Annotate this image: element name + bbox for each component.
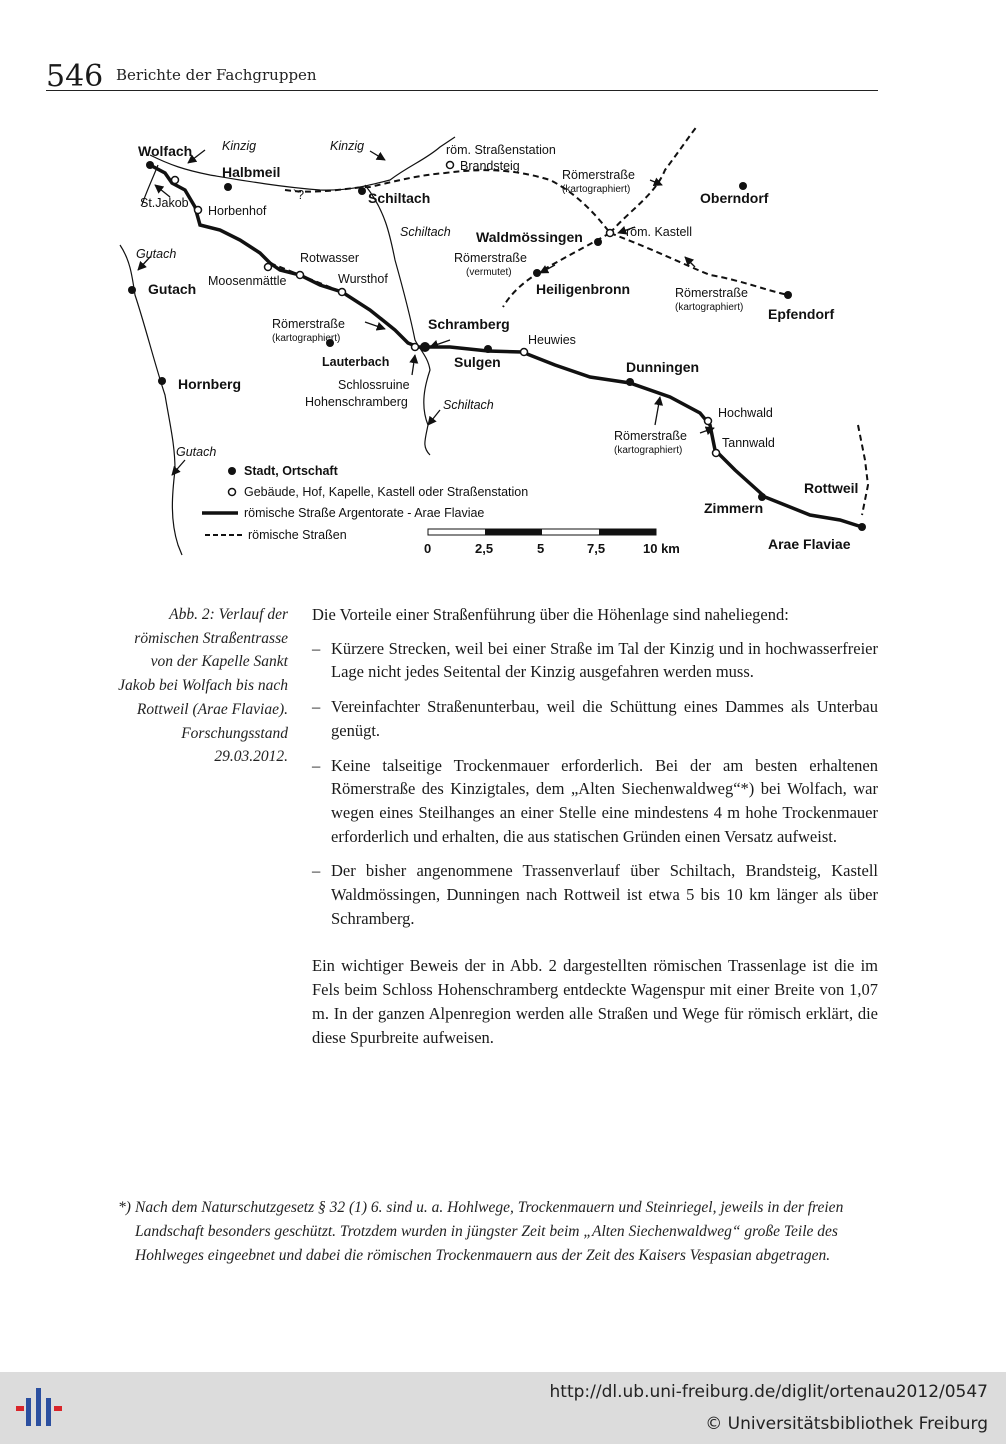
- list-dash: –: [312, 638, 321, 658]
- road-label: Römerstraße: [614, 429, 687, 443]
- town-label: Heiligenbronn: [536, 281, 631, 297]
- footnote: [118, 1196, 858, 1268]
- site-label: Wursthof: [338, 272, 388, 286]
- town-label: Gutach: [148, 281, 197, 297]
- site-label: Moosenmättle: [208, 274, 287, 288]
- river-label: Kinzig: [330, 139, 365, 153]
- running-head: Berichte der Fachgruppen: [116, 66, 317, 84]
- road-label: `?: [293, 188, 305, 202]
- copyright-text: © Universitätsbibliothek Freiburg: [705, 1414, 988, 1434]
- road-label: (vermutet): [466, 267, 512, 278]
- site-label: Hochwald: [718, 406, 773, 420]
- site-label: Schlossruine: [338, 378, 410, 392]
- road-label: (kartographiert): [614, 445, 683, 456]
- list-item-text: Der bisher angenommene Trassenverlauf über Schiltach, Brandsteig, Kastell Waldmössingen, Dunningen nach Rottweil ist etwa 5 bis 10 km länger als über Schramberg.: [331, 861, 878, 928]
- town-label: Waldmössingen: [476, 229, 583, 245]
- scale-tick: 2,5: [475, 541, 494, 556]
- list-dash: –: [312, 697, 321, 717]
- road-label: Römerstraße: [272, 317, 345, 331]
- list-item-text: Keine talseitige Trockenmauer erforderlich. Bei der am besten erhaltenen Römerstraße des Kinzigtales, dem „Alten Siechenwaldweg“*) bei Wolfach, war wegen eines Steilhanges an einer Stelle eine mindestens 4 m hohe Trockenmauer erforderlich und erhalten, die aus statischen Gründen einen Versatz aufweist.: [331, 755, 878, 846]
- town-label: Rottweil: [804, 480, 859, 496]
- list-item: [312, 637, 878, 684]
- list-dash: –: [312, 861, 321, 881]
- site-label: röm. Kastell: [626, 225, 692, 239]
- page-header: [46, 59, 878, 94]
- site-label: Heuwies: [528, 333, 576, 347]
- river-label: Gutach: [176, 445, 217, 459]
- body-text: [312, 603, 878, 1049]
- road-label: (kartographiert): [272, 333, 341, 344]
- list-dash: –: [312, 755, 321, 775]
- site-label: röm. Straßenstation: [446, 143, 556, 157]
- site-label: St.Jakob: [140, 196, 189, 210]
- scale-bar: [424, 529, 680, 556]
- river-label: Gutach: [136, 247, 177, 261]
- advantages-list: [312, 637, 878, 931]
- source-url-link[interactable]: http://dl.ub.uni-freiburg.de/diglit/ortenau2012/0547: [549, 1382, 988, 1402]
- town-label: Sulgen: [454, 354, 501, 370]
- town-label: Schramberg: [428, 316, 510, 332]
- scale-tick: 0: [424, 541, 432, 556]
- town-label: Wolfach: [138, 143, 193, 159]
- town-label: Arae Flaviae: [768, 536, 851, 552]
- road-label: Römerstraße: [562, 168, 635, 182]
- legend-label: römische Straßen: [248, 528, 347, 542]
- legend-label: römische Straße Argentorate - Arae Flaviae: [244, 506, 485, 520]
- town-label: Schiltach: [368, 190, 431, 206]
- list-item: [312, 695, 878, 742]
- footnote-mark: *): [118, 1199, 131, 1216]
- site-label: Brandsteig: [460, 159, 520, 173]
- river-label: Kinzig: [222, 139, 257, 153]
- river-label: Schiltach: [443, 398, 494, 412]
- legend-label: Stadt, Ortschaft: [244, 464, 338, 478]
- town-label: Lauterbach: [322, 355, 390, 369]
- route-map: [110, 125, 890, 570]
- scale-tick: 7,5: [587, 541, 606, 556]
- town-label: Epfendorf: [768, 306, 835, 322]
- road-labels: [272, 168, 748, 456]
- list-item-text: Kürzere Strecken, weil bei einer Straße im Tal der Kinzig und in hochwasserfreier Lage nicht jedes Seitental der Kinzig ausgefahren werden muss.: [331, 638, 878, 682]
- list-item: [312, 859, 878, 930]
- page-number: 546: [46, 59, 104, 94]
- road-label: (kartographiert): [562, 184, 631, 195]
- footer-bar: [0, 1372, 1006, 1444]
- list-item: [312, 754, 878, 849]
- scale-tick: 10 km: [643, 541, 680, 556]
- legend-label: Gebäude, Hof, Kapelle, Kastell oder Straßenstation: [244, 485, 529, 499]
- site-label: Hohenschramberg: [305, 395, 408, 409]
- road-label: Römerstraße: [454, 251, 527, 265]
- town-label: Oberndorf: [700, 190, 769, 206]
- site-label: Rotwasser: [300, 251, 360, 265]
- town-label: Halbmeil: [222, 164, 281, 180]
- road-label: Römerstraße: [675, 286, 748, 300]
- list-item-text: Vereinfachter Straßenunterbau, weil die Schüttung eines Dammes als Unterbau genügt.: [331, 697, 878, 740]
- figure-caption: Abb. 2: Verlauf der römischen Straßentrasse von der Kapelle Sankt Jakob bei Wolfach bis nach Rottweil (Arae Flaviae). Forschungsstand 29.03.2012.: [118, 606, 288, 766]
- town-label: Zimmern: [704, 500, 764, 516]
- evidence-paragraph: Ein wichtiger Beweis der in Abb. 2 dargestellten römischen Trassenlage ist die im Fels beim Schloss Hohenschramberg entdeckte Wagenspur mit einer Breite von 1,07 m. In der ganzen Alpenregion werden alle Straßen und Wege für römisch erklärt, die diese Spurbreite aufweisen.: [312, 956, 878, 1047]
- site-label: Horbenhof: [208, 204, 267, 218]
- river-label: Schiltach: [400, 225, 451, 239]
- intro-paragraph: Die Vorteile einer Straßenführung über die Höhenlage sind naheliegend:: [312, 605, 789, 624]
- footnote-text: Nach dem Naturschutzgesetz § 32 (1) 6. sind u. a. Hohlwege, Trockenmauern und Steinriegel, jeweils in der freien Landschaft besonders geschützt. Trotzdem wurden in jüngster Zeit beim „Alten Siechenwaldweg“ große Teile des Hohlweges eingeebnet und dabei die römischen Trockenmauern aus der Zeit des Kaisers Vespasian abgetragen.: [135, 1199, 844, 1264]
- scale-tick: 5: [537, 541, 545, 556]
- town-label: Dunningen: [626, 359, 700, 375]
- library-logo-icon: [14, 1384, 64, 1430]
- town-label: Hornberg: [178, 376, 241, 392]
- river-labels: [136, 139, 494, 459]
- site-label: Tannwald: [722, 436, 775, 450]
- road-label: (kartographiert): [675, 302, 744, 313]
